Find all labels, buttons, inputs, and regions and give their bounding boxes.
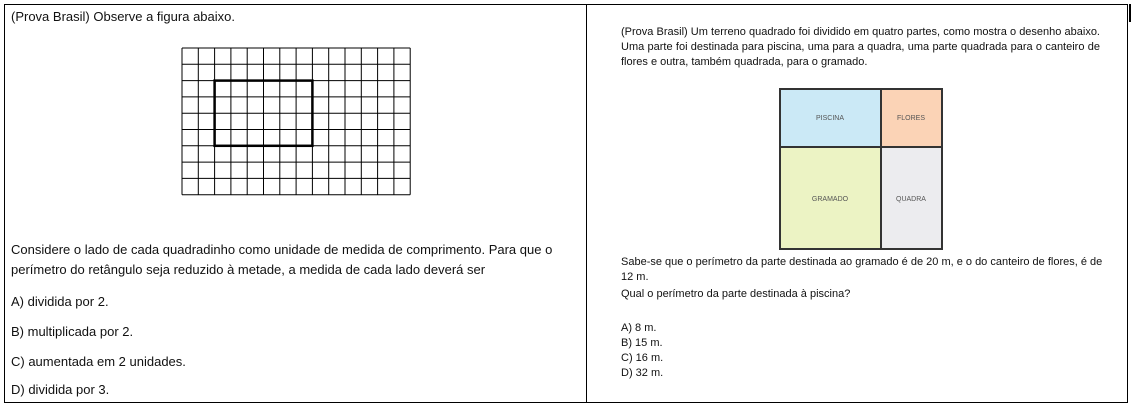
column-divider (586, 4, 587, 403)
left-option-d[interactable]: D) dividida por 3. (11, 382, 110, 397)
right-option-b[interactable]: B) 15 m. (621, 337, 663, 349)
flores-label: FLORES (896, 115, 926, 122)
land-figure-svg (778, 87, 944, 251)
piscina-label: PISCINA (815, 115, 845, 122)
right-question-prompt: Qual o perímetro da parte destinada à piscina? (621, 288, 851, 300)
left-question-statement: Considere o lado de cada quadradinho como unidade de medida de comprimento. Para que o perímetro do retângulo seja reduzido à metade, a medida de cada lado deverá ser (11, 242, 553, 277)
gramado-label: GRAMADO (811, 196, 849, 203)
grid-figure-svg (181, 47, 411, 199)
right-options (621, 321, 663, 381)
right-option-d[interactable]: D) 32 m. (621, 367, 664, 379)
right-option-c[interactable]: C) 16 m. (621, 352, 664, 364)
left-question-title: (Prova Brasil) Observe a figura abaixo. (11, 9, 235, 24)
right-option-a[interactable]: A) 8 m. (621, 322, 657, 334)
left-option-a[interactable]: A) dividida por 2. (11, 294, 109, 309)
right-question-statement: Sabe-se que o perímetro da parte destinada ao gramado é de 20 m, e o do canteiro de flores, é de 12 m. (621, 256, 1103, 283)
grid-figure (181, 47, 411, 199)
right-question-intro: (Prova Brasil) Um terreno quadrado foi dividido em quatro partes, como mostra o desenho abaixo. Uma parte foi destinada para piscina, uma para a quadra, uma parte quadrada para o canteiro de flores e outra, também quadrada, para o gramado. (621, 26, 1100, 68)
left-option-b[interactable]: B) multiplicada por 2. (11, 324, 134, 339)
text-cursor (1129, 4, 1131, 22)
quadra-label: QUADRA (896, 196, 926, 203)
land-figure (778, 87, 944, 251)
left-option-c[interactable]: C) aumentada em 2 unidades. (11, 354, 186, 369)
